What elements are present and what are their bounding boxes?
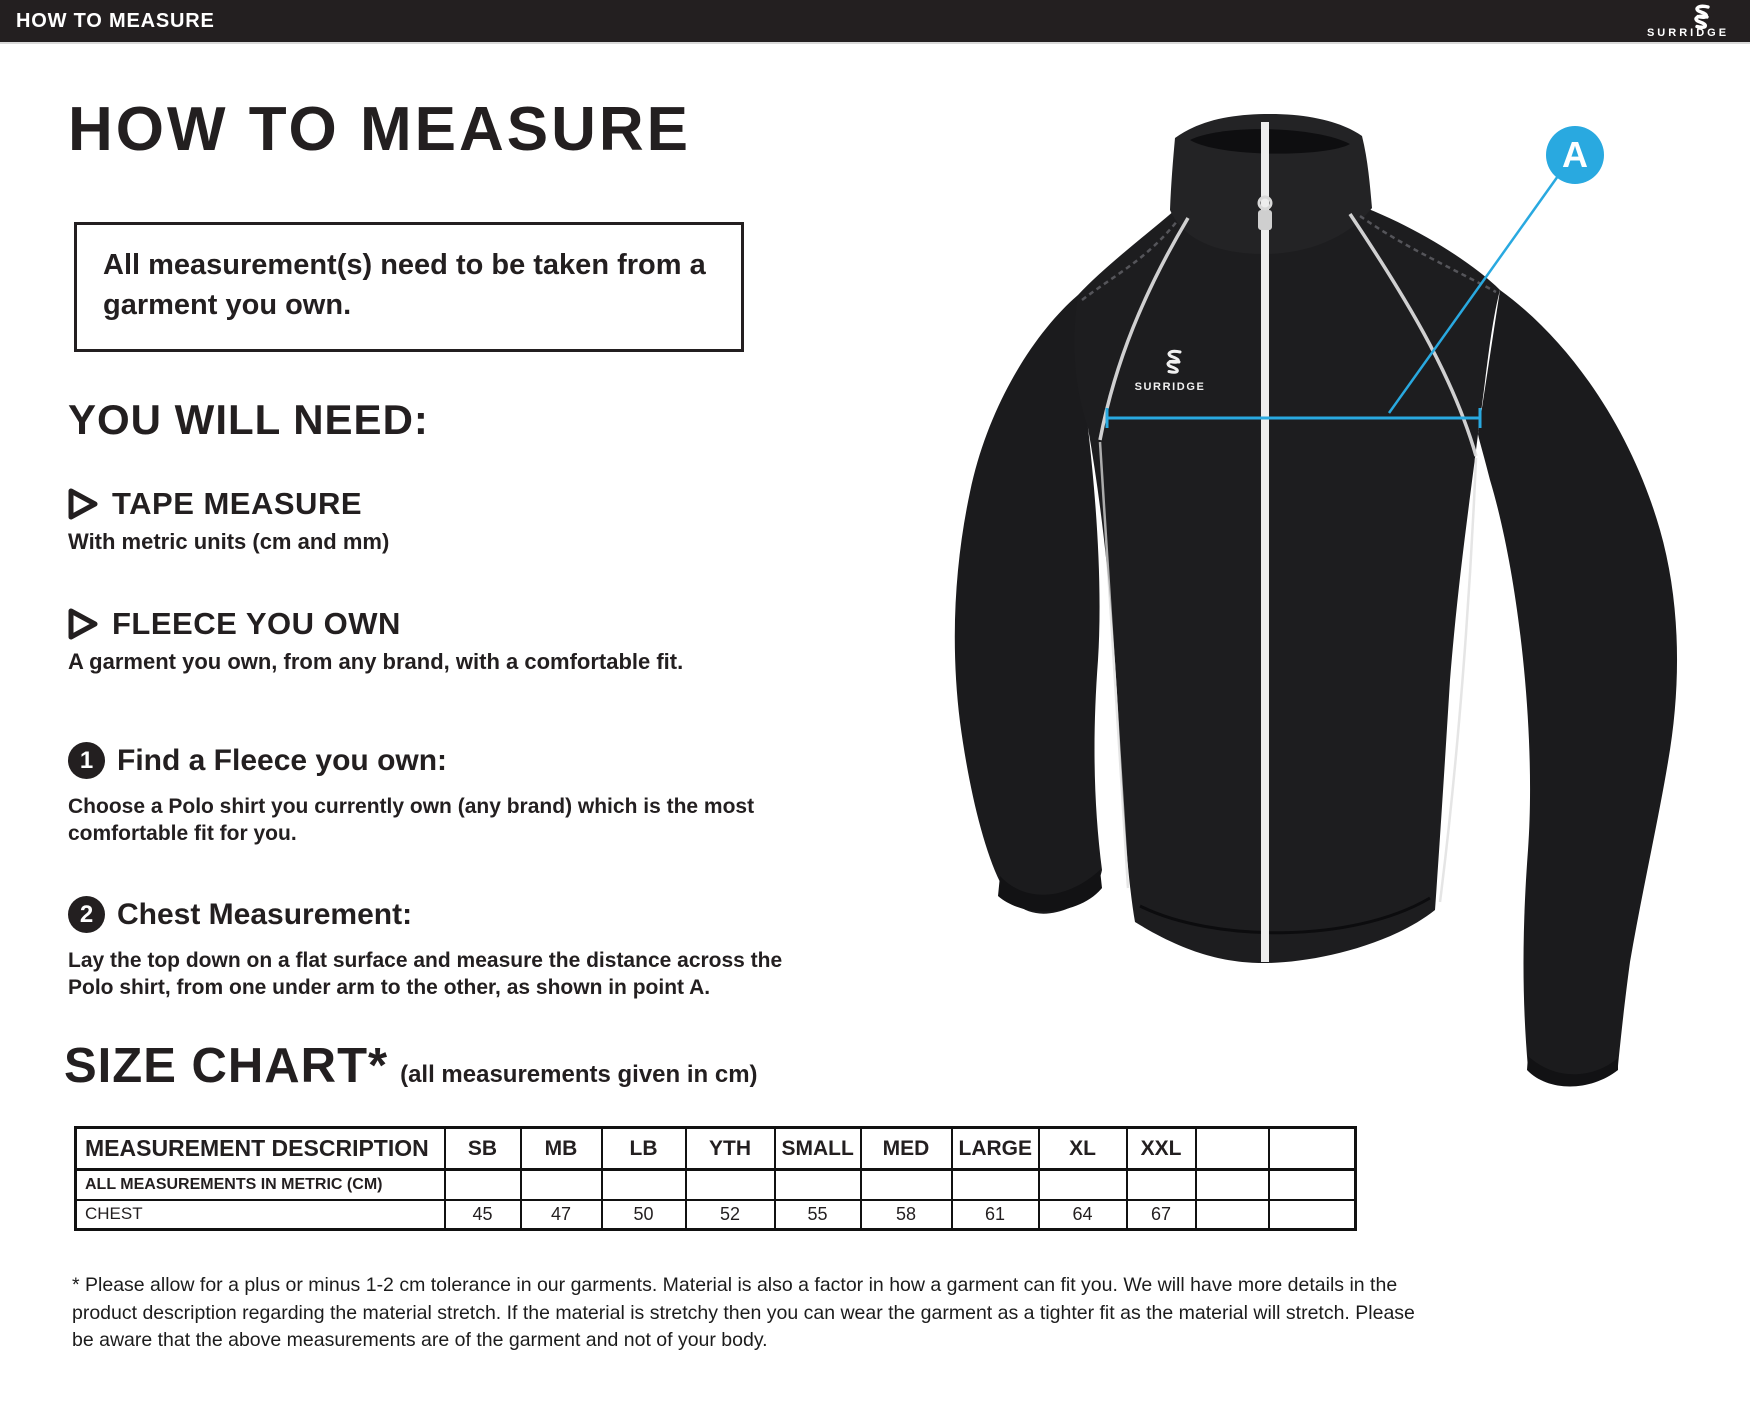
point-a-badge [1546,126,1604,184]
table-cell [1039,1170,1127,1200]
table-cell [1196,1200,1269,1230]
table-header-cell: SMALL [775,1128,861,1170]
step-1 [68,742,816,848]
table-header-cell: MEASUREMENT DESCRIPTION [76,1128,445,1170]
table-header-cell: SB [445,1128,521,1170]
table-header-cell [1196,1128,1269,1170]
step-description: Choose a Polo shirt you currently own (any brand) which is the most comfortable fit for you. [68,795,755,846]
notice-box [74,222,744,352]
need-item-fleece [68,606,683,675]
table-cell [445,1170,521,1200]
section-heading-you-will-need: YOU WILL NEED: [68,396,429,443]
need-item-label: TAPE MEASURE [112,486,363,521]
triangle-bullet-icon [68,488,98,520]
table-cell: 50 [602,1200,686,1230]
table-header-cell: LARGE [952,1128,1039,1170]
size-chart-heading-row [64,1038,758,1094]
jacket-body [1074,208,1500,963]
size-chart-heading: SIZE CHART* [64,1039,389,1093]
surridge-logo-text: SURRIDGE [1646,27,1730,39]
step-title: Chest Measurement: [117,897,413,931]
table-cell: CHEST [76,1200,445,1230]
header-title: HOW TO MEASURE [16,9,215,32]
table-header-cell: XXL [1127,1128,1196,1170]
table-cell: 55 [775,1200,861,1230]
table-header-cell: MB [521,1128,602,1170]
need-item-description: With metric units (cm and mm) [68,529,390,554]
table-header-cell: MED [861,1128,952,1170]
table-header-cell [1269,1128,1356,1170]
table-cell [602,1170,686,1200]
need-item-description: A garment you own, from any brand, with a comfortable fit. [68,649,684,674]
table-header-cell: XL [1039,1128,1127,1170]
table-cell [775,1170,861,1200]
surridge-logo-icon [1636,3,1750,39]
table-header-row [76,1128,1356,1170]
table-cell [1127,1170,1196,1200]
table-cell [1269,1170,1356,1200]
table-cell: 45 [445,1200,521,1230]
table-cell [1196,1170,1269,1200]
table-header-cell: YTH [686,1128,775,1170]
table-cell [1269,1200,1356,1230]
triangle-bullet-icon [68,608,98,640]
table-cell: 67 [1127,1200,1196,1230]
page-title: HOW TO MEASURE [68,95,691,164]
table-cell [686,1170,775,1200]
footnote: * Please allow for a plus or minus 1-2 cm tolerance in our garments. Material is also a factor in how a garment can fit you. We will have more details in the product description regarding the material stretch. If the material is stretchy then you can wear the garment as a tighter fit as the material will stretch. Please be aware that the above measurements are of the garment and not of your body. [72,1274,1415,1352]
header-bar [0,0,1750,44]
table-row [76,1200,1356,1230]
point-a-label: A [1562,134,1588,175]
step-2 [68,896,816,1002]
jacket-right-sleeve [1478,290,1677,1084]
step-number-badge: 2 [68,896,105,933]
step-description: Lay the top down on a flat surface and measure the distance across the Polo shirt, from one under arm to the other, as shown in point A. [68,949,783,1000]
table-row [76,1170,1356,1200]
table-header-cell: LB [602,1128,686,1170]
table-cell: 61 [952,1200,1039,1230]
table-cell: 52 [686,1200,775,1230]
fleece-jacket-diagram [930,60,1740,1100]
table-cell: ALL MEASUREMENTS IN METRIC (CM) [76,1170,445,1200]
need-item-tape-measure [68,486,389,555]
table-cell: 47 [521,1200,602,1230]
jacket-chest-logo-text: SURRIDGE [1134,381,1206,393]
table-cell [521,1170,602,1200]
table-cell: 64 [1039,1200,1127,1230]
step-number-badge: 1 [68,742,105,779]
size-table [74,1126,1357,1231]
step-title: Find a Fleece you own: [117,743,448,777]
table-cell [861,1170,952,1200]
size-chart-subheading: (all measurements given in cm) [400,1061,758,1088]
table-cell [952,1170,1039,1200]
table-cell: 58 [861,1200,952,1230]
jacket-zip [1261,122,1269,962]
need-item-label: FLEECE YOU OWN [112,606,401,641]
jacket-zip-slider [1258,210,1272,230]
notice-text: All measurement(s) need to be taken from a garment you own. [103,249,706,322]
